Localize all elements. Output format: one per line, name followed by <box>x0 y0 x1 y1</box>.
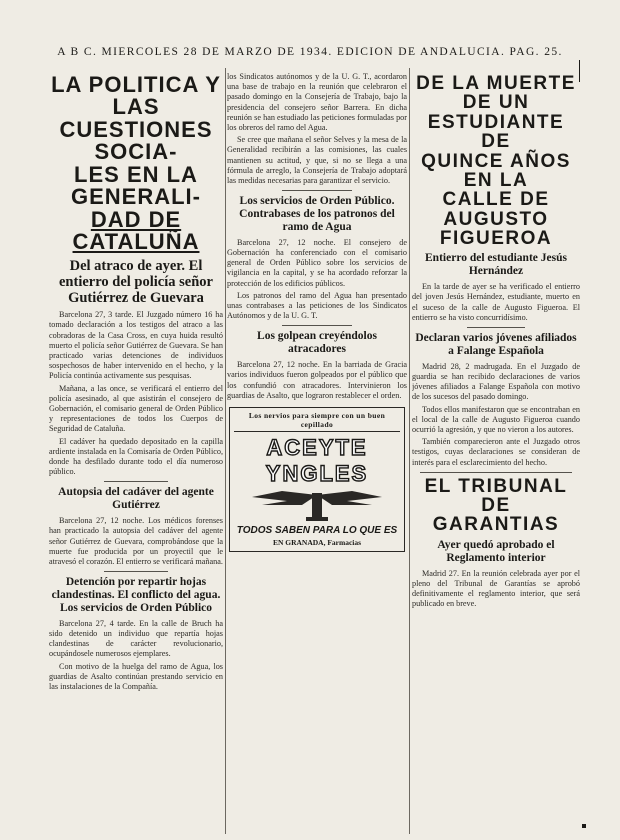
ad-top-line: Los nervios para siempre con un buen cepillado <box>234 411 400 432</box>
story-paragraph: Con motivo de la huelga del ramo de Agua, los guardias de Asalto continúan prestando servicio en las instalaciones de la Compañía. <box>49 661 223 692</box>
headline-line: DAD DE CATALUÑA <box>72 206 200 255</box>
headline-student <box>412 74 580 248</box>
story-paragraph: Barcelona 27, 12 noche. En la barriada de Gracia varios individuos fueron golpeados por el público que los confundió con atracadores. Intervinieron los guardias de Asalto, que lograron restablecer el orden. <box>227 360 407 400</box>
story-paragraph: Madrid 27. En la reunión celebrada ayer por el pleno del Tribunal de Garantías se aprobó definitivamente el reglamento interior, que será publicado en breve. <box>412 568 580 609</box>
column-left <box>49 72 223 832</box>
story-paragraph: El cadáver ha quedado depositado en la capilla ardiente instalada en la Comisaría de Orden Público, donde ha desfilado durante todo el día numeroso público. <box>49 436 223 477</box>
story-paragraph: También comparecieron ante el Juzgado otros testigos, cuyas declaraciones se consideran de interés para el esclarecimiento del hecho. <box>412 437 580 467</box>
ad-brand: ACEYTE YNGLES <box>265 435 369 487</box>
story-paragraph: Barcelona 27, 12 noche. Los médicos forenses han practicado la autopsia del cadáver del agente señor Gutiérrez de Guevara, comprobándose que la muerte fue producida por un proyectil que le atravesó el corazón. El entierro se verificará mañana. <box>49 516 223 567</box>
column-right <box>412 72 580 832</box>
headline-line: CUESTIONES SOCIA- <box>59 116 213 165</box>
divider <box>467 327 525 328</box>
story-paragraph: Los patronos del ramo del Agua han presentado unas contrabases a las peticiones de los Sindicatos Autónomos y de la U. G. T. <box>227 290 407 321</box>
story-title: Declaran varios jóvenes afiliados a Falange Española <box>415 331 577 357</box>
ad-footer: EN GRANADA, Farmacias <box>272 538 362 548</box>
advertisement <box>229 407 405 552</box>
story-title: Del atraco de ayer. El entierro del policía señor Gutiérrez de Guevara <box>59 257 213 306</box>
divider <box>104 481 168 482</box>
story-paragraph: Barcelona 27, 12 noche. El consejero de Gobernación ha conferenciado con el comisario general de Orden Público sobre los servicios de vigilancia en la capital, y se ha acordado reforzar la protección de los edificios públicos. <box>227 237 407 288</box>
winged-emblem-icon <box>242 489 392 523</box>
story-title: Los golpean creyéndolos atracadores <box>257 330 377 356</box>
headline-line: EL TRIBUNAL DE <box>424 475 568 517</box>
story-paragraph: Se cree que mañana el señor Selves y la mesa de la Generalidad recibirán a las comisiones, las cuales mantienen su actitud, y que, si no se llega a una fórmula de arreglo, la Consejería de Trabajo adoptará las medidas necesarias para garantizar el servicio. <box>227 135 407 186</box>
headline-catalonia <box>49 74 223 254</box>
story-paragraph: Barcelona 27, 4 tarde. En la calle de Bruch ha sido detenido un individuo que repartía hojas clandestinas de carácter revolucionario, ocupándosele numerosos ejemplares. <box>49 618 223 659</box>
column-rule-1 <box>225 68 226 834</box>
headline-line: ESTUDIANTE DE <box>427 111 565 153</box>
divider <box>282 325 352 326</box>
story-title: Entierro del estudiante Jesús Hernández <box>425 252 567 278</box>
divider <box>420 472 572 473</box>
headline-line: DE LA MUERTE DE UN <box>416 73 576 114</box>
story-title: Detención por repartir hojas clandestinas. El conflicto del agua. Los servicios de Orden Público <box>51 576 221 614</box>
page-mark <box>582 824 586 828</box>
headline-tribunal <box>412 477 580 535</box>
headline-line: QUINCE AÑOS EN LA <box>421 150 571 191</box>
headline-line: GARANTIAS <box>432 514 560 536</box>
story-title: Los servicios de Orden Público. Contrabases de los patronos del ramo de Agua <box>239 195 395 233</box>
story-paragraph: Mañana, a las once, se verificará el entierro del policía asesinado, al que asistirán el consejero de Gobernación, el comisario general de Orden Público y representaciones de todos los Cuerpos de Seguridad de Cataluña. <box>49 383 223 434</box>
headline-line: FIGUEROA <box>439 228 553 249</box>
ad-tagline: TODOS SABEN PARA LO QUE ES <box>236 525 398 537</box>
running-head: A B C. MIERCOLES 28 DE MARZO DE 1934. EDICION DE ANDALUCIA. PAG. 25. <box>57 46 563 58</box>
story-title: Autopsia del cadáver del agente Gutiérrez <box>58 486 214 512</box>
story-paragraph: Todos ellos manifestaron que se encontraban en el local de la calle de Augusto Figueroa cuando ocurrió la agresión, y que no vieron a los autores. <box>412 404 580 434</box>
divider <box>282 190 352 191</box>
headline-line: CALLE DE AUGUSTO <box>442 189 550 230</box>
column-middle <box>227 72 407 832</box>
story-paragraph: Madrid 28, 2 madrugada. En el Juzgado de guardia se han recibido declaraciones de varios jóvenes afiliados a Falange Española con motivo de los sucesos del pasado domingo. <box>412 361 580 402</box>
divider <box>104 571 168 572</box>
headline-line: LES EN LA GENERALI- <box>71 161 201 210</box>
story-paragraph: En la tarde de ayer se ha verificado el entierro del joven Jesús Hernández, estudiante, muerto en el suceso de la calle de Augusto Figueroa. El entierro se ha visto concurridísimo. <box>412 282 580 322</box>
column-rule-2 <box>409 68 410 834</box>
story-paragraph: Barcelona 27, 3 tarde. El Juzgado número 16 ha tomado declaración a los testigos del atraco a las cobradoras de la Casa Cross, en cuya huida resultó muerto el policía señor Gutiérrez de Guevara. Se han practicado varias detenciones de individuos sospechosos de haber intervenido en el hecho, y la Policía continúa activamente sus pesquisas. <box>49 310 223 381</box>
story-paragraph: los Sindicatos autónomos y de la U. G. T., acordaron una base de trabajo en la reunión que celebraron el pasado domingo en la Consejería de Trabajo, bajo la presidencia del consejero señor Barrera. En dicha reunión se han estudiado las peticiones formuladas por los obreros del ramo del Agua. <box>227 72 407 133</box>
story-title: Ayer quedó aprobado el Reglamento interior <box>437 538 555 564</box>
headline-line: LA POLITICA Y LAS <box>51 72 221 120</box>
